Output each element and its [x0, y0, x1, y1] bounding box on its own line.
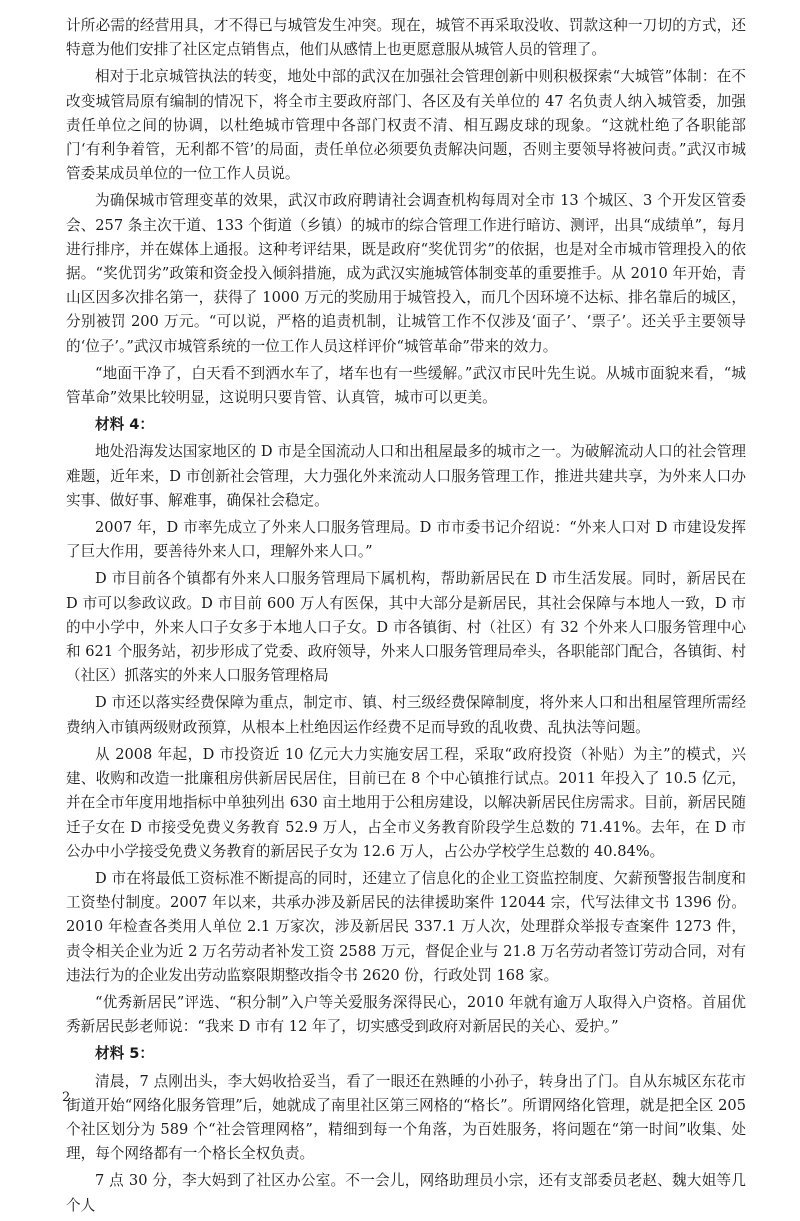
page-number: 2: [62, 1090, 71, 1105]
body-paragraph: 地处沿海发达国家地区的 D 市是全国流动人口和出租屋最多的城市之一。为破解流动人口的社会管理难题，近年来，D 市创新社会管理，大力强化外来流动人口服务管理工作，推进共建共享，为外来人口办实事、做好事、解难事，确保社会稳定。: [66, 443, 746, 509]
body-paragraph: D 市还以落实经费保障为重点，制定市、镇、村三级经费保障制度，将外来人口和出租屋管理所需经费纳入市镇两级财政预算，从根本上杜绝因运作经费不足而导致的乱收费、乱执法等问题。: [66, 694, 746, 736]
document-page: [66, 14, 746, 1221]
body-paragraph: “地面干净了，白天看不到洒水车了，堵车也有一些缓解。”武汉市民叶先生说。从城市面貌来看，“城管革命”效果比较明显，这说明只要肯管、认真管，城市可以更美。: [66, 364, 746, 407]
section-heading: 材料 4：: [95, 416, 155, 434]
body-paragraph: 为确保城市管理变革的效果，武汉市政府聘请社会调查机构每周对全市 13 个城区、3 个开发区管委会、257 条主次干道、133 个街道（乡镇）的城市的综合管理工作进行暗访、测评，出具“成绩单”，每月进行排序，并在媒体上通报。这种考评结果，既是政府“奖优罚劣”的依据，也是对全市城市管理投入的依据。“奖优罚劣”政策和资金投入倾斜措施，成为武汉实施城管体制变革的重要推手。从 2010 年开始，青山区因多次排名第一，获得了 1000 万元的奖励用于城管投入，而几个因环境不达标、排名靠后的城区，分别被罚 200 万元。“可以说，严格的追责机制，让城管工作不仅涉及‘面子’、‘票子’。还关乎主要领导的‘位子’。”武汉市城管系统的一位工作人员这样评价“城管革命”带来的效力。: [66, 192, 746, 355]
body-paragraph: D 市目前各个镇都有外来人口服务管理局下属机构，帮助新居民在 D 市生活发展。同时，新居民在 D 市可以参政议政。D 市目前 600 万人有医保，其中大部分是新居民，其社会保障与本地人一致，D 市的中小学中，外来人口子女多于本地人口子女。D 市各镇街、村（社区）有 32 个外来人口服务管理中心和 621 个服务站，初步形成了党委、政府领导，外来人口服务管理局牵头，各职能部门配合，各镇街、村（社区）抓落实的外来人口服务管理格局: [66, 570, 746, 685]
body-paragraph: 相对于北京城管执法的转变，地处中部的武汉在加强社会管理创新中则积极探索“大城管”体制：在不改变城管局原有编制的情况下，将全市主要政府部门、各区及有关单位的 47 名负责人纳入城管委，加强责任单位之间的协调，以杜绝城市管理中各部门权责不清、相互踢皮球的现象。“这就杜绝了各职能部门‘有利争着管，无利都不管’的局面，责任单位必须要负责解决问题，否则主要领导将被问责。”武汉市城管委某成员单位的一位工作人员说。: [66, 68, 746, 183]
body-paragraph: 清晨，7 点刚出头，李大妈收拾妥当，看了一眼还在熟睡的小孙子，转身出了门。自从东城区东花市街道开始“网络化服务管理”后，她就成了南里社区第三网格的“格长”。所谓网络化管理，就是把全区 205 个社区划分为 589 个“社会管理网格”，精细到每一个角落，为百姓服务，将问题在“第一时间”收集、处理，每个网络都有一个格长全权负责。: [66, 1072, 746, 1163]
body-paragraph: “优秀新居民”评选、“积分制”入户等关爱服务深得民心，2010 年就有逾万人取得入户资格。首届优秀新居民彭老师说：“我来 D 市有 12 年了，切实感受到政府对新居民的关心、爱护。”: [66, 993, 746, 1036]
body-paragraph: D 市在将最低工资标准不断提高的同时，还建立了信息化的企业工资监控制度、欠薪预警报告制度和工资垫付制度。2007 年以来，共承办涉及新居民的法律援助案件 12044 宗，代写法律文书 1396 份。2010 年检查各类用人单位 2.1 万家次，涉及新居民 337.1 万人次，处理群众举报专查案件 1273 件，责令相关企业为近 2 万名劳动者补发工资 2588 万元，督促企业与 21.8 万名劳动者签订劳动合同，对有违法行为的企业发出劳动监察限期整改指令书 2620 份，行政处罚 168 家。: [66, 869, 746, 984]
body-paragraph: 2007 年，D 市率先成立了外来人口服务管理局。D 市市委书记介绍说：“外来人口对 D 市建设发挥了巨大作用，要善待外来人口，理解外来人口。”: [66, 519, 746, 561]
section-heading: 材料 5：: [95, 1045, 155, 1063]
body-paragraph: 计所必需的经营用具，才不得已与城管发生冲突。现在，城管不再采取没收、罚款这种一刀切的方式，还特意为他们安排了社区定点销售点，他们从感情上也更愿意服从城管人员的管理了。: [66, 17, 746, 59]
body-paragraph: 7 点 30 分，李大妈到了社区办公室。不一会儿，网络助理员小宗，还有支部委员老赵、魏大姐等几个人: [66, 1172, 746, 1214]
body-paragraph: 从 2008 年起，D 市投资近 10 亿元大力实施安居工程，采取“政府投资（补贴）为主”的模式，兴建、收购和改造一批廉租房供新居民居住，目前已在 8 个中心镇推行试点。2011 年投入了 10.5 亿元，并在全市年度用地指标中单独列出 630 亩土地用于公租房建设，以解决新居民住房需求。目前，新居民随迁子女在 D 市接受免费义务教育 52.9 万人，占全市义务教育阶段学生总数的 71.41%。去年，在 D 市公办中小学接受免费义务教育的新居民子女为 12.6 万人，占公办学校学生总数的 40.84%。: [66, 745, 746, 860]
